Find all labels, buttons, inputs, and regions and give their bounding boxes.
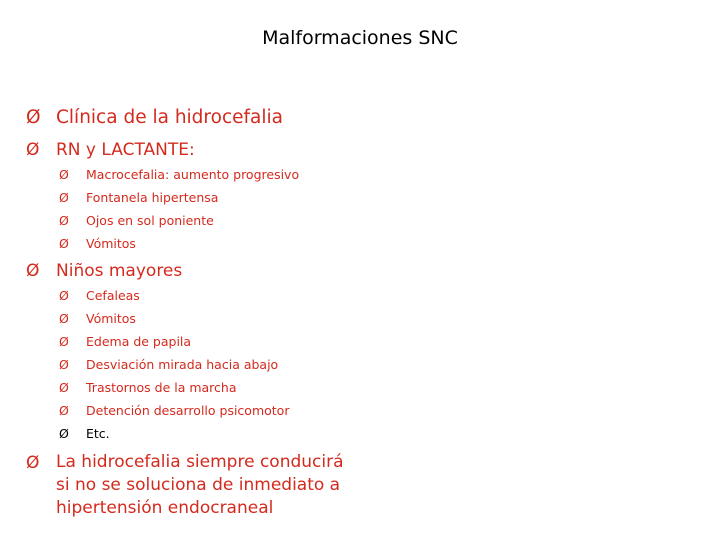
- clinica-heading: Clínica de la hidrocefalia: [56, 107, 283, 128]
- arrow-bullet-icon: Ø: [59, 357, 69, 372]
- arrow-bullet-icon: Ø: [59, 167, 69, 182]
- bullet-ninos-mayores: [26, 259, 182, 283]
- bullet-rn-lactante: [26, 138, 195, 162]
- ninos-item: [59, 311, 136, 327]
- rn-item-text: Fontanela hipertensa: [86, 190, 219, 205]
- ninos-item-text: Detención desarrollo psicomotor: [86, 403, 290, 418]
- rn-item: [59, 167, 299, 183]
- arrow-bullet-icon: Ø: [26, 453, 40, 473]
- rn-lactante-heading: RN y LACTANTE:: [56, 140, 195, 160]
- arrow-bullet-icon: Ø: [59, 403, 69, 418]
- rn-item: [59, 190, 218, 206]
- arrow-bullet-icon: Ø: [59, 236, 69, 251]
- arrow-bullet-icon: Ø: [59, 334, 69, 349]
- ninos-item-text: Etc.: [86, 426, 110, 441]
- slide-title: Malformaciones SNC: [262, 27, 458, 49]
- ninos-item: [59, 288, 140, 304]
- ninos-item-text: Desviación mirada hacia abajo: [86, 357, 279, 372]
- rn-item-text: Ojos en sol poniente: [86, 213, 214, 228]
- ninos-item-text: Vómitos: [86, 311, 136, 326]
- bullet-conclusion: [26, 451, 346, 520]
- arrow-bullet-icon: Ø: [59, 311, 69, 326]
- arrow-bullet-icon: Ø: [59, 380, 69, 395]
- ninos-item-text: Edema de papila: [86, 334, 192, 349]
- ninos-mayores-heading: Niños mayores: [56, 261, 183, 281]
- rn-item: [59, 213, 214, 229]
- arrow-bullet-icon: Ø: [59, 426, 69, 441]
- arrow-bullet-icon: Ø: [26, 107, 41, 128]
- rn-item: [59, 236, 136, 252]
- rn-item-text: Macrocefalia: aumento progresivo: [86, 167, 300, 182]
- arrow-bullet-icon: Ø: [59, 288, 69, 303]
- ninos-item-text: Trastornos de la marcha: [86, 380, 237, 395]
- bullet-clinica: [26, 106, 283, 130]
- ninos-item: [59, 403, 289, 419]
- arrow-bullet-icon: Ø: [59, 190, 69, 205]
- conclusion-text: La hidrocefalia siempre conducirá si no se soluciona de inmediato a hipertensión endocraneal: [56, 452, 344, 518]
- ninos-item: [59, 426, 110, 442]
- ninos-item: [59, 380, 237, 396]
- ninos-item: [59, 357, 278, 373]
- arrow-bullet-icon: Ø: [26, 261, 40, 281]
- ninos-item-text: Cefaleas: [86, 288, 140, 303]
- ninos-item: [59, 334, 191, 350]
- arrow-bullet-icon: Ø: [59, 213, 69, 228]
- arrow-bullet-icon: Ø: [26, 140, 40, 160]
- rn-item-text: Vómitos: [86, 236, 136, 251]
